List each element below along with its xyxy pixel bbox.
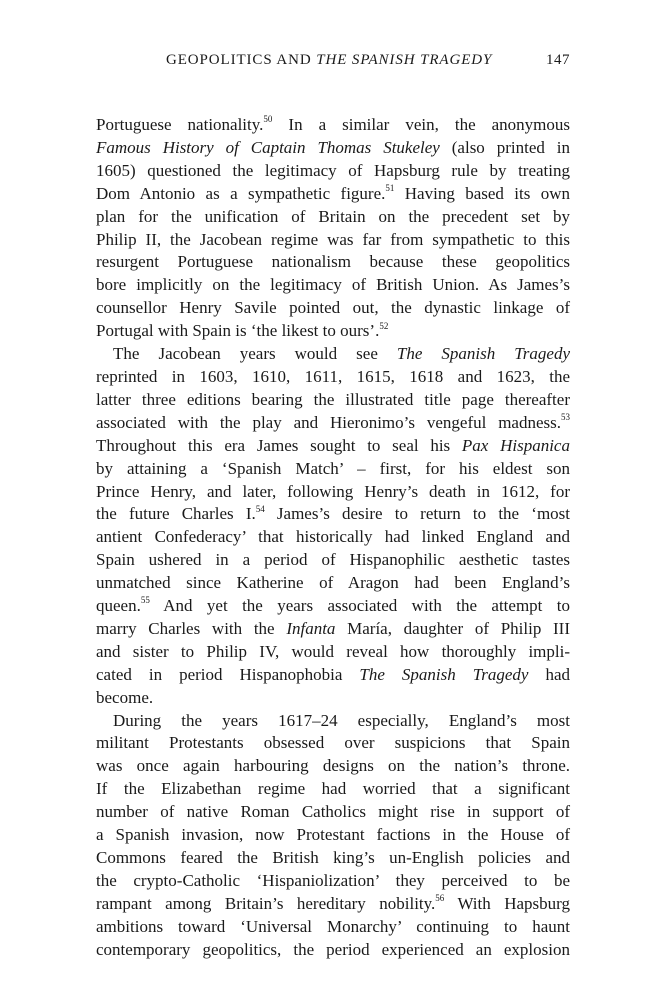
- text-run: counsellor Henry Savile pointed out, the dynastic linkage of: [96, 298, 570, 318]
- text-line: [96, 114, 570, 137]
- text-line: [96, 274, 570, 297]
- text-run: María, daughter of Philip III: [335, 618, 570, 638]
- page-number: 147: [546, 52, 570, 68]
- text-run: rampant among Britain’s hereditary nobility.: [96, 893, 436, 913]
- text-run: In a similar vein, the anonymous: [272, 115, 570, 134]
- text-run: the crypto-Catholic ‘Hispaniolization’ they perceived to be: [96, 870, 570, 890]
- text-run: contemporary geopolitics, the period experienced an explosion: [96, 939, 570, 959]
- text-run: marry Charles with the: [96, 618, 287, 638]
- italic-text: Infanta: [286, 618, 336, 638]
- text-run: Having based its own: [394, 183, 571, 203]
- text-line: [96, 687, 570, 710]
- text-line: [96, 549, 570, 572]
- text-run: ambitions toward ‘Universal Monarchy’ continuing to haunt: [96, 916, 570, 936]
- text-run: Portugal with Spain is ‘the likest to ours’.: [96, 321, 380, 341]
- text-run: Philip II, the Jacobean regime was far from sympathetic to this: [96, 229, 570, 249]
- text-run: (also printed in: [439, 137, 571, 157]
- text-line: [96, 732, 570, 755]
- text-run: resurgent Portuguese nationalism because these geopolitics: [96, 252, 570, 272]
- text-run: Spain ushered in a period of Hispanophilic aesthetic tastes: [96, 550, 570, 570]
- text-line: [96, 847, 570, 870]
- text-run: latter three editions bearing the illustrated title page thereafter: [96, 389, 570, 409]
- footnote-ref: 54: [255, 503, 265, 514]
- text-line: [96, 183, 570, 206]
- running-head: [96, 52, 570, 74]
- text-run: had: [528, 664, 570, 684]
- text-line: [96, 251, 570, 274]
- text-run: Portuguese nationality.: [96, 115, 264, 134]
- footnote-ref: 52: [379, 320, 389, 331]
- text-line: [96, 481, 570, 504]
- text-run: the future Charles I.: [96, 504, 256, 524]
- running-title-italic: THE SPANISH TRAGEDY: [316, 52, 493, 68]
- text-line: [96, 893, 570, 916]
- text-run: unmatched since Katherine of Aragon had been England’s: [96, 573, 570, 593]
- text-line: [96, 297, 570, 320]
- text-line: [96, 160, 570, 183]
- text-run: militant Protestants obsessed over suspicions that Spain: [96, 733, 570, 753]
- text-run: bore implicitly on the legitimacy of British Union. As James’s: [96, 275, 570, 295]
- text-line: [96, 916, 570, 939]
- text-line: [96, 824, 570, 847]
- paragraph: [96, 114, 570, 343]
- italic-text: Pax Hispanica: [461, 435, 570, 455]
- text-line: [96, 870, 570, 893]
- text-run: plan for the unification of Britain on the precedent set by: [96, 206, 570, 226]
- text-run: by attaining a ‘Spanish Match’ – first, for his eldest son: [96, 458, 570, 478]
- footnote-ref: 56: [435, 893, 445, 904]
- text-run: cated in period Hispanophobia: [96, 664, 360, 684]
- text-line: [96, 229, 570, 252]
- text-line: [96, 366, 570, 389]
- text-run: The Jacobean years would see: [113, 344, 397, 364]
- body-text: [96, 114, 570, 962]
- footnote-ref: 55: [140, 595, 150, 606]
- text-line: [96, 755, 570, 778]
- text-line: [96, 710, 570, 733]
- text-run: was once again harbouring designs on the nation’s throne.: [96, 756, 570, 776]
- text-run: And yet the years associated with the attempt to: [149, 596, 570, 616]
- text-run: James’s desire to return to the ‘most: [264, 504, 571, 524]
- text-line: [96, 389, 570, 412]
- text-run: number of native Roman Catholics might rise in support of: [96, 802, 570, 822]
- text-run: Throughout this era James sought to seal his: [96, 435, 462, 455]
- text-line: [96, 458, 570, 481]
- text-run: and sister to Philip IV, would reveal how thoroughly impli-: [96, 641, 570, 661]
- text-run: Dom Antonio as a sympathetic figure.: [96, 183, 386, 203]
- running-title: [166, 52, 492, 69]
- text-line: [96, 641, 570, 664]
- text-line: [96, 572, 570, 595]
- running-title-roman: GEOPOLITICS AND: [166, 52, 317, 68]
- text-run: During the years 1617–24 especially, England’s most: [113, 710, 570, 730]
- text-run: become.: [96, 687, 154, 707]
- text-run: 1605) questioned the legitimacy of Hapsburg rule by treating: [96, 160, 570, 180]
- text-run: Commons feared the British king’s un-English policies and: [96, 848, 570, 867]
- text-line: [96, 526, 570, 549]
- text-line: [96, 137, 570, 160]
- footnote-ref: 51: [385, 183, 395, 194]
- text-line: [96, 595, 570, 618]
- text-run: queen.: [96, 596, 141, 616]
- text-run: a Spanish invasion, now Protestant factions in the House of: [96, 825, 570, 845]
- text-line: [96, 412, 570, 435]
- footnote-ref: 50: [263, 114, 273, 125]
- text-line: [96, 801, 570, 824]
- text-run: If the Elizabethan regime had worried that a significant: [96, 779, 570, 799]
- text-line: [96, 664, 570, 687]
- text-line: [96, 778, 570, 801]
- text-line: [96, 618, 570, 641]
- footnote-ref: 53: [561, 412, 570, 423]
- text-run: antient Confederacy’ that historically had linked England and: [96, 527, 570, 547]
- text-run: With Hapsburg: [444, 893, 571, 913]
- italic-text: Famous History of Captain Thomas Stukeley: [96, 137, 440, 157]
- italic-text: The Spanish Tragedy: [396, 344, 570, 364]
- text-run: associated with the play and Hieronimo’s vengeful madness.: [96, 412, 561, 432]
- italic-text: The Spanish Tragedy: [359, 664, 529, 684]
- text-line: [96, 503, 570, 526]
- text-line: [96, 343, 570, 366]
- text-line: [96, 939, 570, 962]
- paragraph: [96, 343, 570, 710]
- paragraph: [96, 710, 570, 962]
- text-line: [96, 435, 570, 458]
- text-line: [96, 206, 570, 229]
- text-run: Prince Henry, and later, following Henry’s death in 1612, for: [96, 481, 570, 501]
- text-run: reprinted in 1603, 1610, 1611, 1615, 1618 and 1623, the: [96, 366, 570, 386]
- text-line: [96, 320, 570, 343]
